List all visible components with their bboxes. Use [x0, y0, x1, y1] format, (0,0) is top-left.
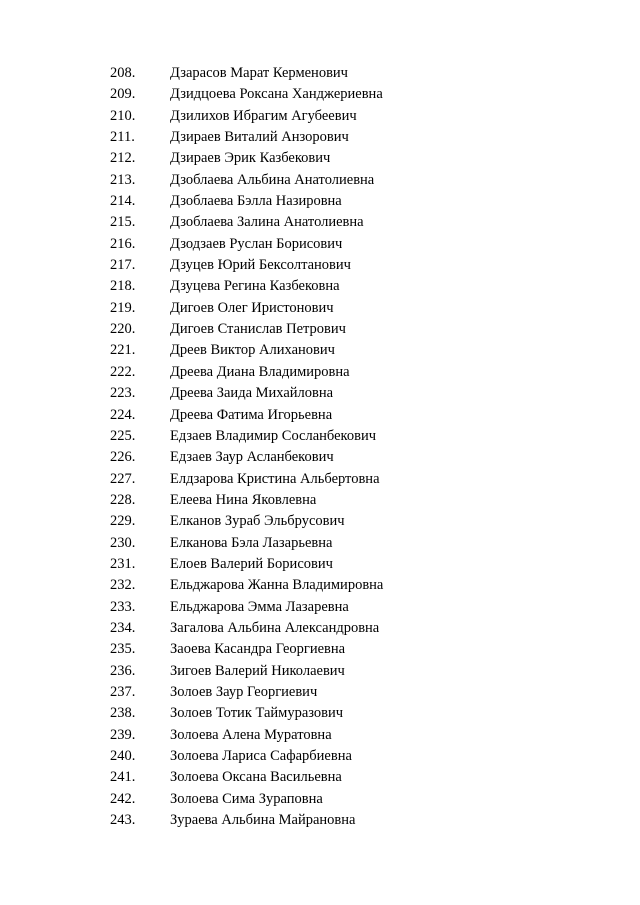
list-item	[0, 810, 640, 831]
entry-full-name: Дзилихов Ибрагим Агубеевич	[170, 107, 357, 124]
entry-number: 223.	[110, 385, 136, 402]
entry-full-name: Елканов Зураб Эльбрусович	[170, 513, 345, 530]
entry-number: 234.	[110, 619, 136, 636]
entry-number: 237.	[110, 683, 136, 700]
entry-number: 227.	[110, 470, 136, 487]
entry-number: 238.	[110, 705, 136, 722]
list-item	[0, 340, 640, 361]
entry-full-name: Елдзарова Кристина Альбертовна	[170, 470, 380, 487]
list-item	[0, 383, 640, 404]
list-item	[0, 469, 640, 490]
entry-number: 208.	[110, 65, 136, 81]
list-item	[0, 319, 640, 340]
entry-full-name: Загалова Альбина Александровна	[170, 619, 380, 636]
list-item	[0, 725, 640, 746]
entry-full-name: Дзираев Виталий Анзорович	[170, 129, 349, 146]
list-item	[0, 84, 640, 105]
list-item	[0, 127, 640, 148]
list-item	[0, 426, 640, 447]
entry-number: 239.	[110, 726, 136, 743]
entry-full-name: Золоев Тотик Таймуразович	[170, 705, 344, 722]
entry-full-name: Елеева Нина Яковлевна	[170, 491, 317, 508]
list-item	[0, 212, 640, 233]
entry-number: 218.	[110, 278, 136, 295]
entry-number: 209.	[110, 86, 136, 103]
entry-full-name: Дигоев Станислав Петрович	[170, 321, 346, 338]
entry-full-name: Дзодзаев Руслан Борисович	[170, 235, 343, 252]
entry-full-name: Зигоев Валерий Николаевич	[170, 662, 345, 679]
entry-number: 226.	[110, 449, 136, 466]
list-item	[0, 575, 640, 596]
list-item	[0, 789, 640, 810]
list-item	[0, 106, 640, 127]
entry-full-name: Дзидцоева Роксана Ханджериевна	[170, 86, 383, 103]
list-item	[0, 447, 640, 468]
entry-number: 230.	[110, 534, 136, 551]
entry-number: 211.	[110, 129, 135, 146]
list-item	[0, 618, 640, 639]
entry-number: 212.	[110, 150, 136, 167]
entry-full-name: Дреев Виктор Алиханович	[170, 342, 335, 359]
list-item	[0, 661, 640, 682]
entry-number: 221.	[110, 342, 136, 359]
list-item	[0, 597, 640, 618]
entry-number: 240.	[110, 748, 136, 764]
entry-number: 225.	[110, 427, 136, 444]
entry-full-name: Дигоев Олег Иристонович	[170, 299, 334, 316]
entry-number: 222.	[110, 363, 136, 380]
entry-full-name: Золоева Оксана Васильевна	[170, 769, 342, 786]
entry-full-name: Дзираев Эрик Казбекович	[170, 150, 331, 167]
entry-number: 232.	[110, 577, 136, 594]
entry-full-name: Дзуцева Регина Казбековна	[170, 278, 340, 295]
list-item	[0, 191, 640, 212]
entry-number: 214.	[110, 193, 136, 210]
list-item	[0, 511, 640, 532]
entry-full-name: Золоева Лариса Сафарбиевна	[170, 748, 352, 764]
entry-full-name: Золоева Сима Зураповна	[170, 790, 323, 807]
entry-full-name: Дзоблаева Альбина Анатолиевна	[170, 171, 375, 188]
entry-number: 229.	[110, 513, 136, 530]
list-item	[0, 170, 640, 191]
entry-number: 242.	[110, 790, 136, 807]
entry-full-name: Дреева Фатима Игорьевна	[170, 406, 333, 423]
entry-full-name: Дзарасов Марат Керменович	[170, 65, 348, 81]
list-item	[0, 405, 640, 426]
entry-number: 231.	[110, 555, 136, 572]
entry-full-name: Елканова Бэла Лазарьевна	[170, 534, 333, 551]
list-item	[0, 746, 640, 767]
entry-full-name: Золоева Алена Муратовна	[170, 726, 332, 743]
entry-full-name: Ельджарова Жанна Владимировна	[170, 577, 384, 594]
list-item	[0, 554, 640, 575]
entry-full-name: Дреева Диана Владимировна	[170, 363, 350, 380]
entry-number: 236.	[110, 662, 136, 679]
entry-full-name: Зураева Альбина Майрановна	[170, 812, 356, 829]
list-item	[0, 639, 640, 660]
list-item	[0, 682, 640, 703]
entry-full-name: Дзоблаева Залина Анатолиевна	[170, 214, 364, 231]
entry-number: 213.	[110, 171, 136, 188]
list-item	[0, 63, 640, 84]
entry-number: 233.	[110, 598, 136, 615]
entry-number: 210.	[110, 107, 136, 124]
entry-full-name: Едзаев Заур Асланбекович	[170, 449, 334, 466]
entry-number: 228.	[110, 491, 136, 508]
list-item	[0, 533, 640, 554]
entry-number: 243.	[110, 812, 136, 829]
list-item	[0, 362, 640, 383]
entry-full-name: Заоева Касандра Георгиевна	[170, 641, 346, 658]
entry-full-name: Едзаев Владимир Сосланбекович	[170, 427, 377, 444]
entry-number: 235.	[110, 641, 136, 658]
entry-full-name: Елоев Валерий Борисович	[170, 555, 333, 572]
entry-number: 224.	[110, 406, 136, 423]
list-item	[0, 234, 640, 255]
list-item	[0, 148, 640, 169]
entry-number: 220.	[110, 321, 136, 338]
list-item	[0, 490, 640, 511]
list-item	[0, 298, 640, 319]
list-item	[0, 276, 640, 297]
entry-full-name: Ельджарова Эмма Лазаревна	[170, 598, 349, 615]
list-item	[0, 703, 640, 724]
entry-number: 215.	[110, 214, 136, 231]
entry-number: 217.	[110, 257, 136, 274]
entry-number: 219.	[110, 299, 136, 316]
entry-number: 216.	[110, 235, 136, 252]
list-item	[0, 255, 640, 276]
entry-full-name: Дзоблаева Бэлла Назировна	[170, 193, 342, 210]
entry-full-name: Золоев Заур Георгиевич	[170, 683, 318, 700]
list-item	[0, 767, 640, 788]
entry-number: 241.	[110, 769, 136, 786]
entry-full-name: Дреева Заида Михайловна	[170, 385, 334, 402]
entry-full-name: Дзуцев Юрий Бексолтанович	[170, 257, 351, 274]
numbered-name-list	[0, 63, 640, 831]
